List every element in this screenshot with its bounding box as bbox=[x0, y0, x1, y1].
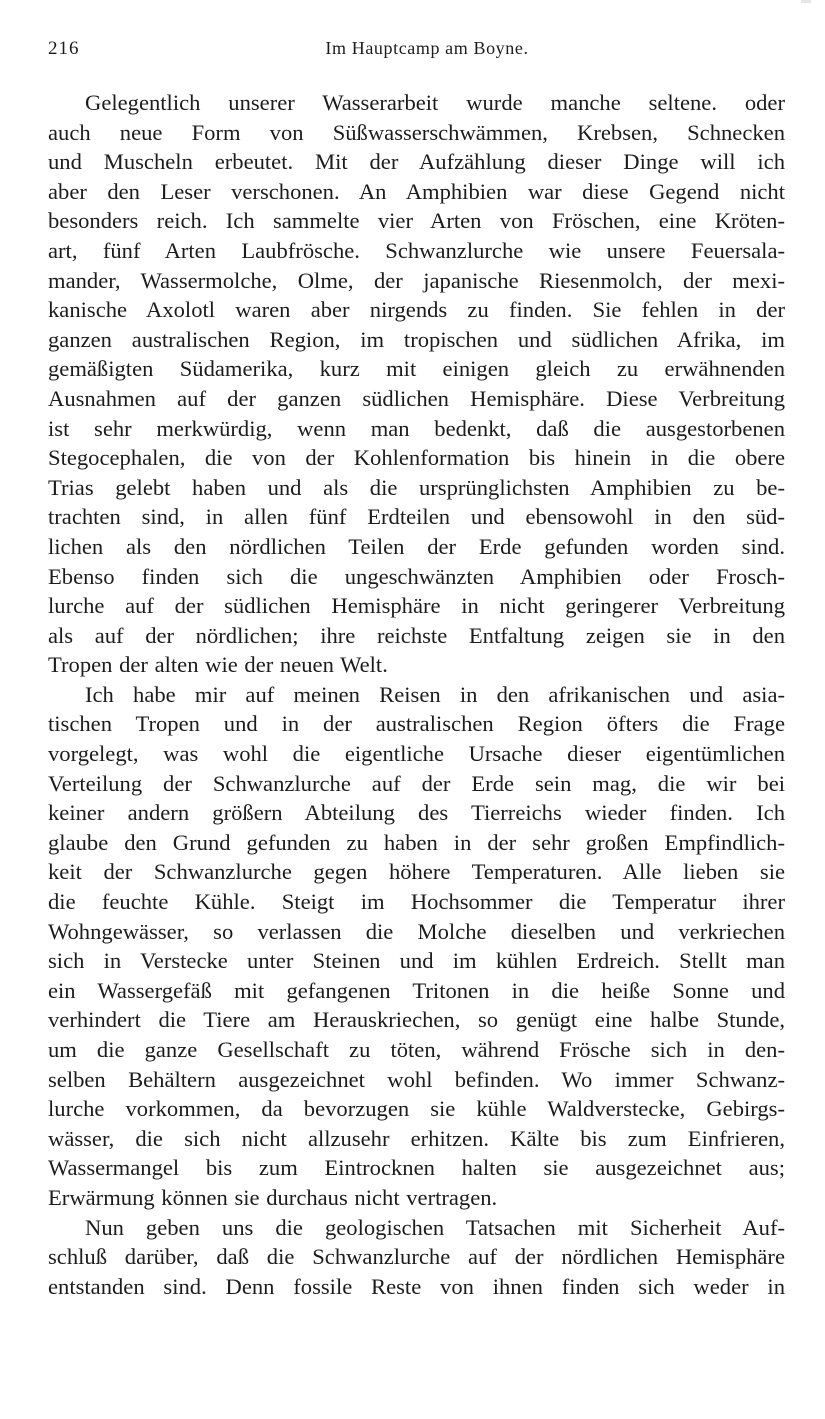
paragraph bbox=[48, 1213, 785, 1302]
text-line: Ebenso finden sich die ungeschwänzten Amphibien oder Frosch- bbox=[48, 563, 785, 589]
text-line: Trias gelebt haben und als die ursprünglichsten Amphibien zu be- bbox=[48, 474, 785, 500]
text-line: Verteilung der Schwanzlurche auf der Erde sein mag, die wir bei bbox=[48, 770, 785, 796]
text-line: schluß darüber, daß die Schwanzlurche auf der nördlichen Hemisphäre bbox=[48, 1244, 785, 1270]
running-title: Im Hauptcamp am Boyne. bbox=[325, 38, 529, 58]
text-line: sich in Verstecke unter Steinen und im kühlen Erdreich. Stellt man bbox=[48, 948, 785, 974]
text-line: tischen Tropen und in der australischen Region öfters die Frage bbox=[48, 711, 785, 737]
text-line: Nun geben uns die geologischen Tatsachen mit Sicherheit Auf- bbox=[85, 1214, 785, 1240]
page-number: 216 bbox=[48, 38, 80, 59]
text-line: art, fünf Arten Laubfrösche. Schwanzlurche wie unsere Feuersala- bbox=[48, 237, 785, 263]
text-line: um die ganze Gesellschaft zu töten, während Frösche sich in den- bbox=[48, 1037, 785, 1062]
text-line: lurche auf der südlichen Hemisphäre in nicht geringerer Verbreitung bbox=[48, 593, 785, 619]
body-text bbox=[48, 88, 785, 1301]
text-line: gemäßigten Südamerika, kurz mit einigen gleich zu erwähnenden bbox=[48, 356, 785, 382]
paragraph bbox=[48, 680, 785, 1213]
text-line: keit der Schwanzlurche gegen höhere Temperaturen. Alle lieben sie bbox=[48, 859, 785, 885]
text-line: kanische Axolotl waren aber nirgends zu finden. Sie fehlen in der bbox=[48, 297, 785, 323]
text-line: Wassermangel bis zum Eintrocknen halten sie ausgezeichnet aus; bbox=[48, 1155, 785, 1181]
text-line: besonders reich. Ich sammelte vier Arten von Fröschen, eine Kröten- bbox=[48, 208, 785, 234]
text-line: glaube den Grund gefunden zu haben in der sehr großen Empfindlich- bbox=[48, 829, 785, 855]
text-line: keiner andern größern Abteilung des Tierreichs wieder finden. Ich bbox=[48, 800, 785, 826]
text-line: ganzen australischen Region, im tropischen und südlichen Afrika, im bbox=[48, 326, 785, 352]
text-line: Ausnahmen auf der ganzen südlichen Hemisphäre. Diese Verbreitung bbox=[48, 385, 785, 411]
running-head bbox=[48, 38, 788, 66]
text-line: die feuchte Kühle. Steigt im Hochsommer die Temperatur ihrer bbox=[48, 889, 785, 915]
text-line: auch neue Form von Süßwasserschwämmen, Krebsen, Schnecken bbox=[48, 119, 785, 145]
text-line: lichen als den nördlichen Teilen der Erde gefunden worden sind. bbox=[48, 533, 785, 559]
text-line: und Muscheln erbeutet. Mit der Aufzählung dieser Dinge will ich bbox=[48, 149, 785, 175]
text-line: aber den Leser verschonen. An Amphibien war diese Gegend nicht bbox=[48, 178, 785, 204]
text-line: Gelegentlich unserer Wasserarbeit wurde manche seltene. oder bbox=[85, 90, 785, 115]
paragraph bbox=[48, 88, 785, 680]
scan-artifact bbox=[801, 0, 811, 3]
text-line: Stegocephalen, die von der Kohlenformation bis hinein in die obere bbox=[48, 445, 785, 471]
text-line: vorgelegt, was wohl die eigentliche Ursache dieser eigentümlichen bbox=[48, 741, 785, 767]
text-line: lurche vorkommen, da bevorzugen sie kühle Waldverstecke, Gebirgs- bbox=[48, 1096, 785, 1122]
text-line: wässer, die sich nicht allzusehr erhitzen. Kälte bis zum Einfrieren, bbox=[48, 1125, 785, 1151]
text-line: ein Wassergefäß mit gefangenen Tritonen in die heiße Sonne und bbox=[48, 977, 785, 1003]
text-line: ist sehr merkwürdig, wenn man bedenkt, daß die ausgestorbenen bbox=[48, 415, 785, 441]
text-line: Ich habe mir auf meinen Reisen in den afrikanischen und asia- bbox=[85, 681, 785, 707]
text-line: verhindert die Tiere am Herauskriechen, so genügt eine halbe Stunde, bbox=[48, 1007, 785, 1033]
text-line: trachten sind, in allen fünf Erdteilen und ebensowohl in den süd- bbox=[48, 504, 785, 530]
text-line: selben Behältern ausgezeichnet wohl befinden. Wo immer Schwanz- bbox=[48, 1066, 785, 1092]
text-line: Tropen der alten wie der neuen Welt. bbox=[48, 652, 388, 678]
text-line: mander, Wassermolche, Olme, der japanische Riesenmolch, der mexi- bbox=[48, 267, 785, 293]
text-line: als auf der nördlichen; ihre reichste Entfaltung zeigen sie in den bbox=[48, 622, 785, 648]
text-line: Erwärmung können sie durchaus nicht vertragen. bbox=[48, 1184, 498, 1210]
text-line: Wohngewässer, so verlassen die Molche dieselben und verkriechen bbox=[48, 918, 785, 944]
text-line: entstanden sind. Denn fossile Reste von ihnen finden sich weder in bbox=[48, 1273, 785, 1299]
